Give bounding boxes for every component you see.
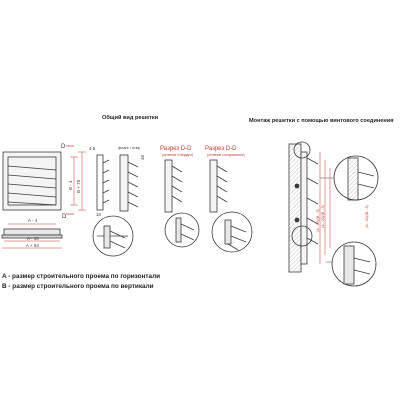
mounting-wall xyxy=(289,144,307,272)
dim-46: 46 xyxy=(140,154,145,160)
legend-a: A - размер строительного проема по горизонтали xyxy=(2,273,161,280)
dim-a-minus-4: A - 4 xyxy=(28,218,38,223)
section-sub-2: (сечение специальное) xyxy=(207,153,245,157)
grille-front-view xyxy=(3,152,61,210)
dim-a-minus-18: A - 18 xyxy=(27,236,39,241)
dim-a-plus-64: A + 64 xyxy=(26,243,39,248)
title-general-view: Общий вид решетки xyxy=(102,115,159,121)
dim-flange: фланг / отвр xyxy=(118,146,140,150)
section-standard xyxy=(120,155,138,211)
section-title-1: Разрез D-D xyxy=(160,146,192,152)
detail-circle-1 xyxy=(93,216,133,256)
d-mark-bottom: D xyxy=(62,214,67,220)
section-d-d-1 xyxy=(165,160,182,212)
section-d-d-2 xyxy=(210,160,227,212)
dim-10: 10 xyxy=(96,212,102,217)
section-sub-1: (сечение стандарт) xyxy=(162,153,194,157)
dim-b-plus-78: B + 78 xyxy=(76,179,81,193)
d-mark-top: D xyxy=(61,144,66,150)
dim-vertical-3: (A - 20)/(B - 5) xyxy=(365,205,369,228)
title-mounting: Монтаж решетки с помощью винтового соединения xyxy=(249,118,394,124)
dim-vertical-1: (A - 20)/(B - 5) xyxy=(316,209,320,232)
section-d-markers xyxy=(66,146,74,214)
section-title-2: Разрез D-D xyxy=(205,146,237,152)
dim-b-minus-4: B - 4 xyxy=(68,180,73,190)
dim-4-3: 4.5 xyxy=(89,146,96,151)
grille-side-profile xyxy=(97,155,109,210)
mounting-detail-bottom xyxy=(326,242,376,286)
dim-vertical-2: (A - 20)/(B - 5) xyxy=(321,205,325,228)
detail-circle-3 xyxy=(212,212,252,252)
legend-b: B - размер строительного проема по вертикали xyxy=(2,283,154,290)
detail-circle-2 xyxy=(165,213,199,247)
mounting-detail-top xyxy=(320,156,378,200)
